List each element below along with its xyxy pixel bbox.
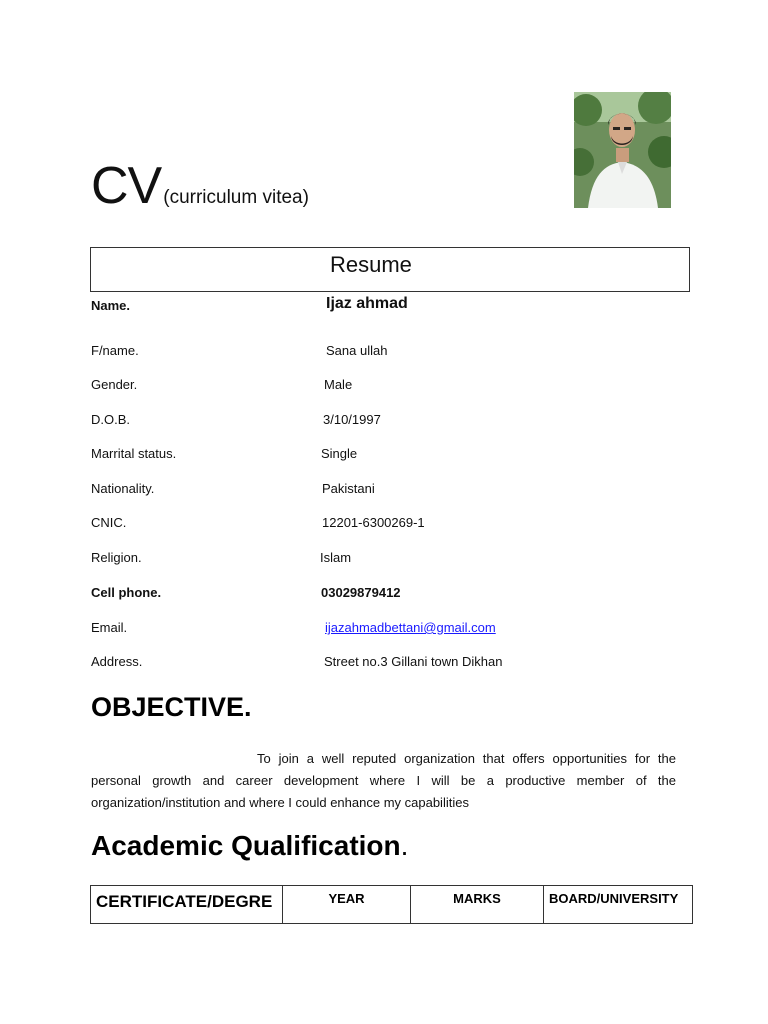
info-value-address: Street no.3 Gillani town Dikhan <box>324 654 503 669</box>
profile-photo <box>574 92 671 208</box>
info-label: Nationality. <box>91 481 155 496</box>
info-value-gender: Male <box>324 377 353 392</box>
academic-heading-suffix: . <box>400 830 409 861</box>
info-label: Religion. <box>91 550 142 565</box>
objective-text: To join a well reputed organization that offers opportunities for the personal growth and career development where I will be a productive member of the organization/institution and where I could enhance my capabilities <box>91 751 676 810</box>
col-header-year: YEAR <box>283 886 411 924</box>
info-label: Name. <box>91 298 131 313</box>
info-label: Email. <box>91 620 128 635</box>
info-label: Gender. <box>91 377 138 392</box>
info-value-marital: Single <box>321 446 358 461</box>
resume-label: Resume <box>330 252 412 277</box>
objective-text-block <box>91 748 676 814</box>
info-label: D.O.B. <box>91 412 131 427</box>
cv-title-sub: (curriculum vitea) <box>163 187 309 208</box>
info-value-dob: 3/10/1997 <box>323 412 381 427</box>
info-label: Cell phone. <box>91 585 162 600</box>
table-header-row <box>91 886 693 924</box>
info-value-cell: 03029879412 <box>321 585 401 600</box>
cv-title <box>91 156 309 216</box>
info-label: Marrital status. <box>91 446 177 461</box>
info-label: F/name. <box>91 343 139 358</box>
objective-heading: OBJECTIVE. <box>91 692 252 722</box>
info-value-religion: Islam <box>320 550 352 565</box>
info-label: Address. <box>91 654 143 669</box>
qualification-table <box>90 885 693 924</box>
academic-heading <box>91 830 408 862</box>
col-header-board: BOARD/UNIVERSITY <box>544 886 693 924</box>
info-value-name: Ijaz ahmad <box>326 295 408 312</box>
person-photo-icon <box>574 92 671 208</box>
academic-heading-text: Academic Qualification <box>91 830 401 861</box>
resume-header-box <box>90 247 690 292</box>
email-link[interactable]: ijazahmadbettani@gmail.com <box>325 620 496 635</box>
info-value-cnic: 12201-6300269-1 <box>322 515 425 530</box>
info-value-fname: Sana ullah <box>326 343 388 358</box>
cv-title-main: CV <box>91 157 162 215</box>
col-header-marks: MARKS <box>411 886 544 924</box>
info-value-nationality: Pakistani <box>322 481 375 496</box>
info-label: CNIC. <box>91 515 127 530</box>
col-header-certificate: CERTIFICATE/DEGRE <box>91 886 283 924</box>
